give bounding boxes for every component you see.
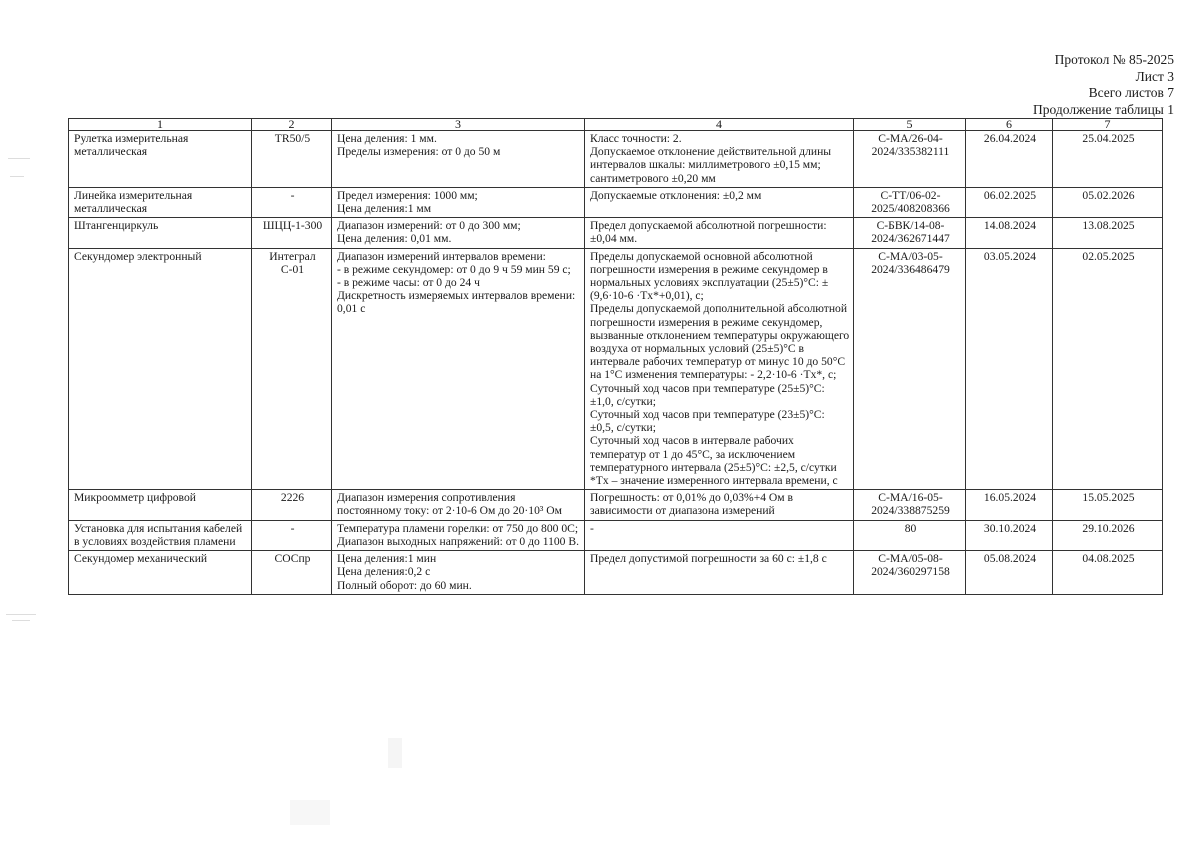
accuracy-characteristics-line: Допускаемое отклонение действительной длины интервалов шкалы: миллиметрового ±0,15 мм; сантиметрового ±0,20 мм: [590, 145, 832, 185]
accuracy-characteristics-line: Суточный ход часов в интервале рабочих температур от 1 до 45°С, за исключением температурного интервала (25±5)°С: ±2,5, с/сутки: [590, 434, 837, 474]
measurement-range-line: 0,01 с: [337, 302, 366, 316]
measurement-range-line: - в режиме часы: от 0 до 24 ч: [337, 276, 480, 290]
accuracy-characteristics-line: Предел допустимой погрешности за 60 с: ±1,8 с: [590, 552, 827, 566]
measurement-range-line: Полный оборот: до 60 мин.: [337, 578, 472, 592]
column-header-1: 1: [69, 119, 252, 131]
measurement-range-line: Диапазон измерения сопротивления постоянному току: от 2·10-6 Ом до 20·10³ Ом: [337, 491, 562, 518]
valid-until-date: 02.05.2025: [1053, 248, 1163, 490]
column-header-2: 2: [252, 119, 332, 131]
accuracy-characteristics-line: Погрешность: от 0,01% до 0,03%+4 Ом в зависимости от диапазона измерений: [590, 491, 794, 518]
valid-until-date: 25.04.2025: [1053, 131, 1163, 188]
measurement-range-line: Диапазон измерений: от 0 до 300 мм;: [337, 219, 521, 233]
accuracy-characteristics: [585, 490, 854, 520]
instrument-name: Установка для испытания кабелей в условиях воздействия пламени: [69, 520, 252, 550]
sheet-number: Лист 3: [1135, 68, 1174, 84]
measurement-range-line: Цена деления:1 мм: [337, 202, 432, 216]
measurement-range-line: Цена деления:1 мин: [337, 552, 437, 566]
verification-date: 16.05.2024: [966, 490, 1053, 520]
measurement-range: [332, 187, 585, 217]
instrument-name: Штангенциркуль: [69, 218, 252, 248]
instrument-type: -: [252, 520, 332, 550]
verification-date: 03.05.2024: [966, 248, 1053, 490]
accuracy-characteristics-line: *Tx – значение измеренного интервала времени, с: [590, 474, 838, 488]
table-header: [69, 119, 1163, 131]
measurement-range-line: Предел измерения: 1000 мм;: [337, 188, 478, 202]
table-row: [69, 187, 1163, 217]
accuracy-characteristics: [585, 248, 854, 490]
measurement-range: [332, 520, 585, 550]
certificate-number: С-МА/16-05-2024/338875259: [854, 490, 966, 520]
instrument-name: Линейка измерительная металлическая: [69, 187, 252, 217]
total-sheets: Всего листов 7: [1088, 85, 1174, 100]
measurement-range-line: Диапазон выходных напряжений: от 0 до 1100 В.: [337, 534, 579, 548]
scan-artifact: [290, 800, 330, 825]
measurement-range: [332, 248, 585, 490]
column-header-6: 6: [966, 119, 1053, 131]
accuracy-characteristics-line: Допускаемые отклонения: ±0,2 мм: [590, 188, 762, 202]
instrument-type: TR50/5: [252, 131, 332, 188]
scan-artifact: [6, 614, 36, 615]
measurement-range: [332, 131, 585, 188]
table-row: [69, 131, 1163, 188]
certificate-number: С-ТТ/06-02-2025/408208366: [854, 187, 966, 217]
accuracy-characteristics-line: Суточный ход часов при температуре (25±5)°С: ±1,0, с/сутки;: [590, 381, 825, 408]
measurement-range-line: - в режиме секундомер: от 0 до 9 ч 59 мин 59 с;: [337, 262, 571, 276]
measurement-range-line: Цена деления:0,2 с: [337, 565, 431, 579]
measurement-range-line: Дискретность измеряемых интервалов времени:: [337, 289, 576, 303]
scan-artifact: [12, 620, 30, 621]
table-row: [69, 218, 1163, 248]
accuracy-characteristics: [585, 187, 854, 217]
accuracy-characteristics-line: Суточный ход часов при температуре (23±5)°С: ±0,5, с/сутки;: [590, 408, 825, 435]
instrument-name: Рулетка измерительная металлическая: [69, 131, 252, 188]
accuracy-characteristics: [585, 520, 854, 550]
table-continuation-label: Продолжение таблицы 1: [1033, 101, 1174, 117]
accuracy-characteristics-line: Пределы допускаемой основной абсолютной погрешности измерения в режиме секундомер в нормальных условиях эксплуатации (25±5)°С: ±(9,6·10-6 ·Tx*+0,01), с;: [590, 249, 829, 303]
accuracy-characteristics: [585, 218, 854, 248]
table-row: [69, 248, 1163, 490]
scan-artifact: [10, 176, 24, 177]
table-row: [69, 490, 1163, 520]
instrument-type: Интеграл С-01: [252, 248, 332, 490]
valid-until-date: 13.08.2025: [1053, 218, 1163, 248]
measurement-range: [332, 551, 585, 595]
scan-artifact: [8, 158, 30, 159]
instrument-type: 2226: [252, 490, 332, 520]
accuracy-characteristics: [585, 551, 854, 595]
valid-until-date: 05.02.2026: [1053, 187, 1163, 217]
certificate-number: 80: [854, 520, 966, 550]
certificate-number: С-БВК/14-08-2024/362671447: [854, 218, 966, 248]
measurement-range-line: Пределы измерения: от 0 до 50 м: [337, 145, 501, 159]
instrument-name: Секундомер электронный: [69, 248, 252, 490]
certificate-number: С-МА/05-08-2024/360297158: [854, 551, 966, 595]
accuracy-characteristics-line: -: [590, 521, 594, 535]
instruments-table: [68, 118, 1163, 595]
measurement-range: [332, 490, 585, 520]
certificate-number: С-МА/03-05-2024/336486479: [854, 248, 966, 490]
measurement-range-line: Температура пламени горелки: от 750 до 800 0С;: [337, 521, 579, 535]
table-row: [69, 520, 1163, 550]
verification-date: 05.08.2024: [966, 551, 1053, 595]
accuracy-characteristics: [585, 131, 854, 188]
verification-date: 26.04.2024: [966, 131, 1053, 188]
measurement-range: [332, 218, 585, 248]
protocol-number: Протокол № 85-2025: [1054, 52, 1174, 67]
accuracy-characteristics-line: Предел допускаемой абсолютной погрешности: ±0,04 мм.: [590, 219, 827, 246]
verification-date: 14.08.2024: [966, 218, 1053, 248]
verification-date: 30.10.2024: [966, 520, 1053, 550]
valid-until-date: 29.10.2026: [1053, 520, 1163, 550]
scan-artifact: [388, 738, 402, 768]
column-header-5: 5: [854, 119, 966, 131]
valid-until-date: 15.05.2025: [1053, 490, 1163, 520]
table-row: [69, 551, 1163, 595]
column-header-4: 4: [585, 119, 854, 131]
accuracy-characteristics-line: Класс точности: 2.: [590, 132, 682, 145]
instrument-name: Секундомер механический: [69, 551, 252, 595]
instrument-type: СОСпр: [252, 551, 332, 595]
measurement-range-line: Диапазон измерений интервалов времени:: [337, 249, 546, 263]
valid-until-date: 04.08.2025: [1053, 551, 1163, 595]
instrument-name: Микроомметр цифровой: [69, 490, 252, 520]
measurement-range-line: Цена деления: 0,01 мм.: [337, 232, 452, 246]
measurement-range-line: Цена деления: 1 мм.: [337, 132, 437, 145]
table-body: [69, 131, 1163, 595]
certificate-number: С-МА/26-04-2024/335382111: [854, 131, 966, 188]
instrument-type: ШЦЦ-1-300: [252, 218, 332, 248]
column-header-3: 3: [332, 119, 585, 131]
document-header: [1033, 52, 1174, 118]
column-header-7: 7: [1053, 119, 1163, 131]
verification-date: 06.02.2025: [966, 187, 1053, 217]
instrument-type: -: [252, 187, 332, 217]
accuracy-characteristics-line: Пределы допускаемой дополнительной абсолютной погрешности измерения в режиме секундомер, вызванные отклонением температуры окружающего воздуха от нормальных условий (25±5)°С в интервале рабочих температур от минус 10 до 50°С на 1°С изменения температуры: - 2,2·10-6 ·Tx*, с;: [590, 302, 850, 382]
